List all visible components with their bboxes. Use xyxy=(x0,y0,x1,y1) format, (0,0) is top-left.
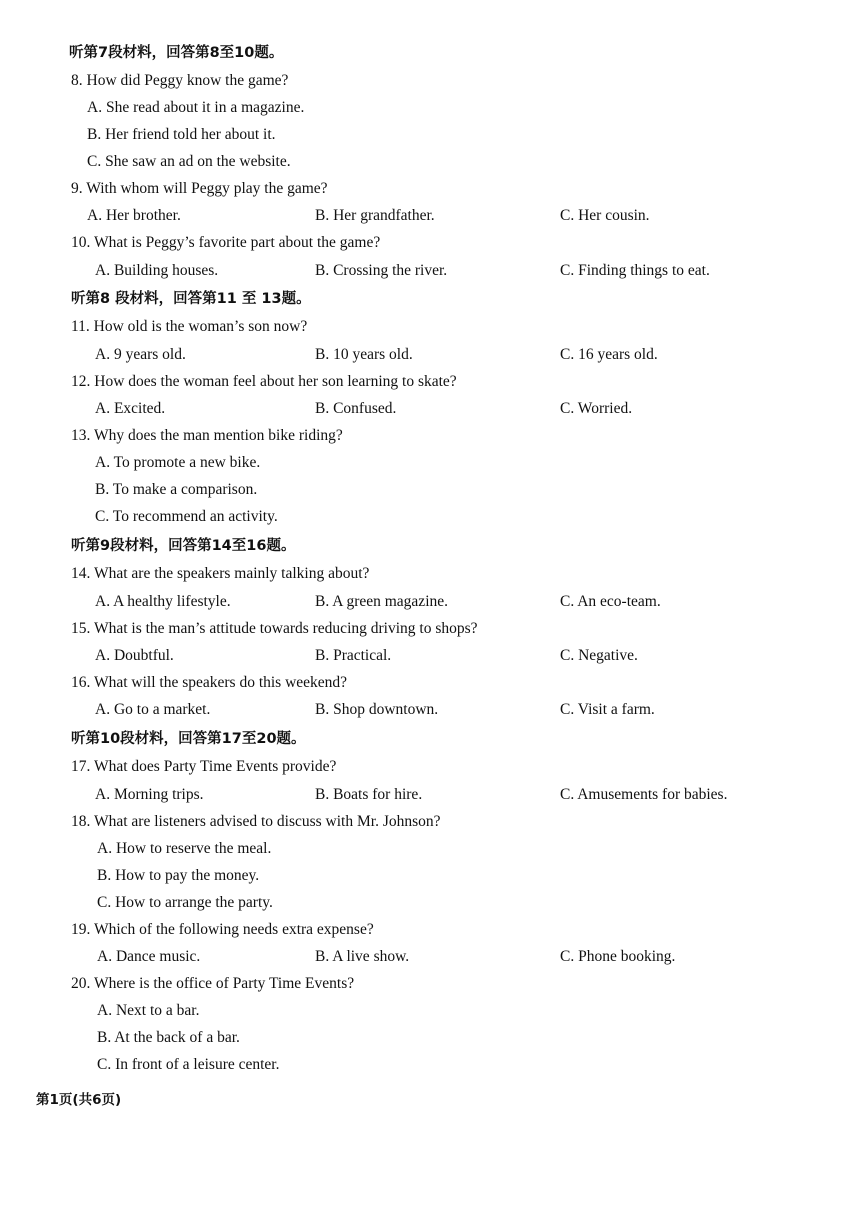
question-11: 11. How old is the woman’s son now? xyxy=(71,318,308,335)
question-8-option-c: C. She saw an ad on the website. xyxy=(87,153,291,170)
question-11-option-c: C. 16 years old. xyxy=(560,346,658,363)
question-13-option-a: A. To promote a new bike. xyxy=(95,454,261,471)
section-heading-9: 听第9段材料，回答第14至16题。 xyxy=(71,538,296,554)
question-8-option-b: B. Her friend told her about it. xyxy=(87,126,276,143)
question-10-option-b: B. Crossing the river. xyxy=(315,262,448,279)
page-footer: 第1页(共6页) xyxy=(36,1092,122,1108)
question-12-option-a: A. Excited. xyxy=(95,400,166,417)
question-17-option-a: A. Morning trips. xyxy=(95,786,204,803)
question-12: 12. How does the woman feel about her son learning to skate? xyxy=(71,373,457,390)
question-19-option-a: A. Dance music. xyxy=(97,948,201,965)
question-17: 17. What does Party Time Events provide? xyxy=(71,758,337,775)
section-heading-8: 听第8 段材料，回答第11 至 13题。 xyxy=(71,291,311,307)
question-14: 14. What are the speakers mainly talking about? xyxy=(71,565,370,582)
section-heading-10: 听第10段材料，回答第17至20题。 xyxy=(71,731,306,747)
question-9-option-c: C. Her cousin. xyxy=(560,207,650,224)
question-8: 8. How did Peggy know the game? xyxy=(71,72,289,89)
question-17-option-c: C. Amusements for babies. xyxy=(560,786,728,803)
question-17-option-b: B. Boats for hire. xyxy=(315,786,423,803)
question-9: 9. With whom will Peggy play the game? xyxy=(71,180,328,197)
question-15: 15. What is the man’s attitude towards reducing driving to shops? xyxy=(71,620,478,637)
question-15-option-b: B. Practical. xyxy=(315,647,392,664)
question-19-option-b: B. A live show. xyxy=(315,948,410,965)
question-18: 18. What are listeners advised to discuss with Mr. Johnson? xyxy=(71,813,441,830)
question-19-option-c: C. Phone booking. xyxy=(560,948,676,965)
question-12-option-b: B. Confused. xyxy=(315,400,397,417)
question-9-option-b: B. Her grandfather. xyxy=(315,207,435,224)
section-heading-7: 听第7段材料，回答第8至10题。 xyxy=(69,45,284,61)
question-14-option-a: A. A healthy lifestyle. xyxy=(95,593,231,610)
question-8-option-a: A. She read about it in a magazine. xyxy=(87,99,305,116)
question-18-option-b: B. How to pay the money. xyxy=(97,867,260,884)
question-9-option-a: A. Her brother. xyxy=(87,207,181,224)
question-16-option-c: C. Visit a farm. xyxy=(560,701,655,718)
question-18-option-a: A. How to reserve the meal. xyxy=(97,840,272,857)
question-10-option-a: A. Building houses. xyxy=(95,262,219,279)
question-16: 16. What will the speakers do this weekend? xyxy=(71,674,348,691)
question-11-option-a: A. 9 years old. xyxy=(95,346,186,363)
question-15-option-c: C. Negative. xyxy=(560,647,638,664)
question-13-option-b: B. To make a comparison. xyxy=(95,481,258,498)
question-11-option-b: B. 10 years old. xyxy=(315,346,413,363)
question-12-option-c: C. Worried. xyxy=(560,400,633,417)
question-10: 10. What is Peggy’s favorite part about the game? xyxy=(71,234,381,251)
question-20-option-c: C. In front of a leisure center. xyxy=(97,1056,280,1073)
question-16-option-b: B. Shop downtown. xyxy=(315,701,439,718)
question-14-option-b: B. A green magazine. xyxy=(315,593,448,610)
question-20-option-b: B. At the back of a bar. xyxy=(97,1029,240,1046)
question-20: 20. Where is the office of Party Time Events? xyxy=(71,975,355,992)
question-19: 19. Which of the following needs extra expense? xyxy=(71,921,374,938)
question-13-option-c: C. To recommend an activity. xyxy=(95,508,278,525)
question-14-option-c: C. An eco-team. xyxy=(560,593,661,610)
question-13: 13. Why does the man mention bike riding? xyxy=(71,427,343,444)
question-10-option-c: C. Finding things to eat. xyxy=(560,262,710,279)
question-18-option-c: C. How to arrange the party. xyxy=(97,894,273,911)
question-20-option-a: A. Next to a bar. xyxy=(97,1002,200,1019)
question-15-option-a: A. Doubtful. xyxy=(95,647,174,664)
question-16-option-a: A. Go to a market. xyxy=(95,701,211,718)
